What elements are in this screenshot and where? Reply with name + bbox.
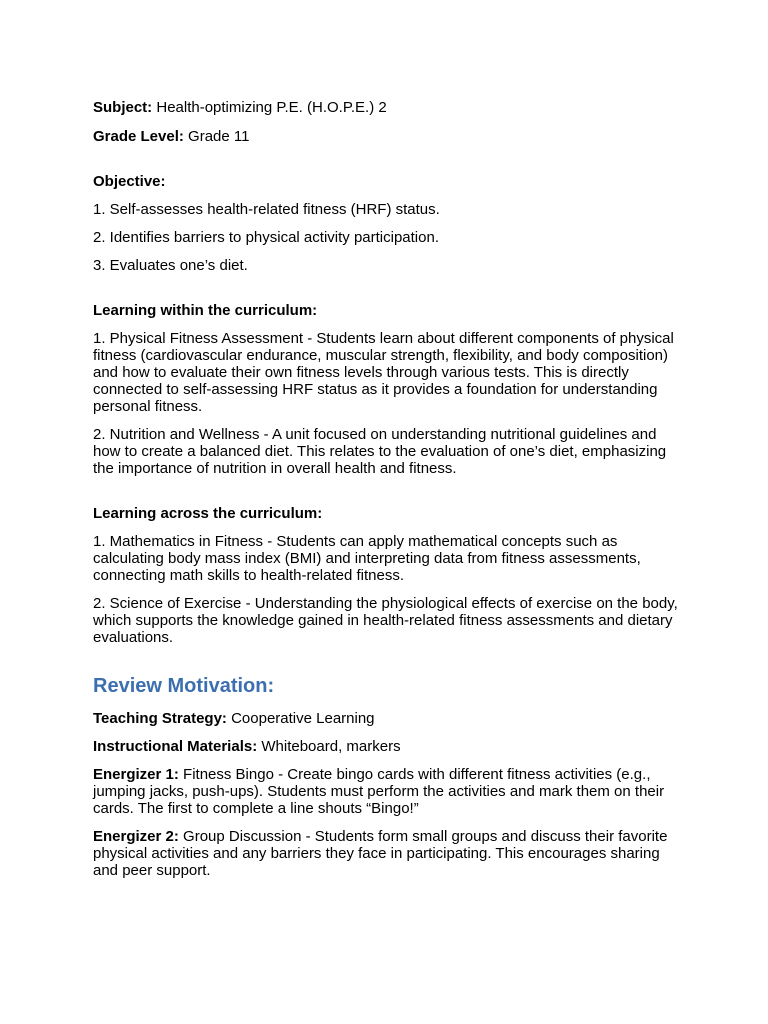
review-motivation-heading: Review Motivation: (93, 675, 275, 697)
energizer-2-line (93, 828, 683, 879)
objective-item: 3. Evaluates one’s diet. (93, 257, 248, 274)
grade-level-line (93, 128, 683, 145)
grade-level-value: Grade 11 (183, 128, 250, 145)
document-page (93, 99, 683, 890)
within-curriculum-heading: Learning within the curriculum: (93, 302, 318, 319)
instructional-materials-value: Whiteboard, markers (257, 738, 401, 755)
subject-line (93, 99, 683, 116)
energizer-2-value: Group Discussion - Students form small groups and discuss their favorite physical activities and any barriers they face in participating. This encourages sharing and peer support. (93, 828, 668, 879)
instructional-materials-line (93, 738, 683, 755)
teaching-strategy-line (93, 710, 683, 727)
objective-item: 1. Self-assesses health-related fitness (HRF) status. (93, 201, 440, 218)
subject-value: Health-optimizing P.E. (H.O.P.E.) 2 (152, 99, 387, 116)
across-curriculum-item: 1. Mathematics in Fitness - Students can apply mathematical concepts such as calculating body mass index (BMI) and interpreting data from fitness assessments, connecting math skills to health-related fitness. (93, 533, 641, 584)
teaching-strategy-label: Teaching Strategy: (93, 710, 227, 727)
energizer-1-value: Fitness Bingo - Create bingo cards with different fitness activities (e.g., jumping jacks, push-ups). Students must perform the activities and mark them on their cards. The first to complete a line shouts “Bingo!” (93, 766, 665, 817)
within-curriculum-item: 1. Physical Fitness Assessment - Students learn about different components of physical fitness (cardiovascular endurance, muscular strength, flexibility, and body composition) and how to evaluate their own fitness levels through various tests. This is directly connected to self-assessing HRF status as it provides a foundation for understanding personal fitness. (93, 330, 674, 415)
energizer-1-label: Energizer 1: (93, 766, 179, 783)
subject-label: Subject: (93, 99, 153, 116)
across-curriculum-item: 2. Science of Exercise - Understanding the physiological effects of exercise on the body, which supports the knowledge gained in health-related fitness assessments and dietary evaluations. (93, 595, 678, 646)
grade-level-label: Grade Level: (93, 128, 184, 145)
objective-heading: Objective: (93, 173, 166, 190)
teaching-strategy-value: Cooperative Learning (226, 710, 375, 727)
objective-item: 2. Identifies barriers to physical activity participation. (93, 229, 439, 246)
energizer-2-label: Energizer 2: (93, 828, 179, 845)
instructional-materials-label: Instructional Materials: (93, 738, 258, 755)
within-curriculum-item: 2. Nutrition and Wellness - A unit focused on understanding nutritional guidelines and how to create a balanced diet. This relates to the evaluation of one’s diet, emphasizing the importance of nutrition in overall health and fitness. (93, 426, 667, 477)
across-curriculum-heading: Learning across the curriculum: (93, 505, 323, 522)
energizer-1-line (93, 766, 683, 817)
